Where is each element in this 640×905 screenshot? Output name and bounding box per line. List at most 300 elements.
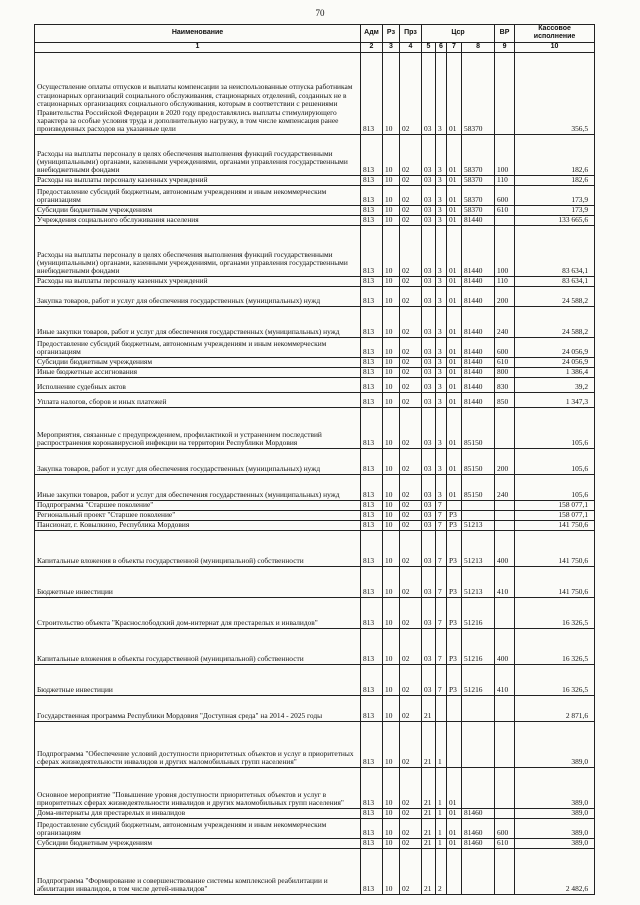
cell-csr-direction: 81440 [462,276,495,286]
cell-csr-subprogram: 7 [436,566,447,597]
cell-prz: 02 [400,474,422,500]
header-prz: Прз [400,25,422,43]
cell-csr-direction: 81440 [462,337,495,357]
cell-adm: 813 [361,276,383,286]
cell-name: Расходы на выплаты персоналу в целях обеспечения выполнения функций государственными (муниципальными) органами, казенными учреждениями, органами управления государственными внебюджетными фондами [35,134,361,175]
cell-csr-subprogram: 3 [436,392,447,407]
cell-csr-event: 01 [447,448,462,474]
table-row [35,500,595,510]
cell-rz: 10 [383,838,400,848]
cell-name: Мероприятия, связанные с предупреждением, профилактикой и устранением последствий распространения коронавирусной инфекции на территории Республики Мордовия [35,407,361,448]
cell-adm: 813 [361,185,383,205]
cell-prz: 02 [400,175,422,185]
cell-amount: 182,6 [515,175,595,185]
cell-csr-subprogram: 1 [436,838,447,848]
table-row [35,838,595,848]
cell-csr-direction: 51216 [462,628,495,664]
cell-prz: 02 [400,695,422,721]
cell-csr-event: 01 [447,185,462,205]
table-row [35,306,595,337]
cell-amount: 141 750,6 [515,530,595,566]
cell-adm: 813 [361,392,383,407]
cell-csr-event [447,848,462,894]
cell-vr: 100 [495,225,515,276]
cell-rz: 10 [383,721,400,767]
cell-csr-program: 03 [422,510,436,520]
cell-csr-direction: 81440 [462,306,495,337]
cell-amount: 173,9 [515,205,595,215]
cell-adm: 813 [361,695,383,721]
cell-csr-event: P3 [447,510,462,520]
table-row [35,818,595,838]
cell-csr-program: 03 [422,134,436,175]
cell-csr-program: 03 [422,367,436,377]
cell-vr: 830 [495,377,515,392]
cell-amount: 105,6 [515,407,595,448]
cell-rz: 10 [383,695,400,721]
col-num: 3 [383,42,400,52]
cell-csr-program: 03 [422,286,436,306]
cell-adm: 813 [361,134,383,175]
cell-rz: 10 [383,52,400,134]
cell-name: Дома-интернаты для престарелых и инвалидов [35,808,361,818]
cell-rz: 10 [383,134,400,175]
cell-csr-program: 21 [422,848,436,894]
cell-csr-program: 03 [422,377,436,392]
cell-adm: 813 [361,500,383,510]
cell-name: Капитальные вложения в объекты государственной (муниципальной) собственности [35,530,361,566]
cell-name: Региональный проект "Старшее поколение" [35,510,361,520]
cell-csr-direction: 51216 [462,597,495,628]
cell-prz: 02 [400,721,422,767]
cell-csr-subprogram: 2 [436,848,447,894]
cell-amount: 389,0 [515,808,595,818]
cell-csr-event: 01 [447,276,462,286]
cell-csr-subprogram: 1 [436,721,447,767]
cell-csr-direction: 85150 [462,448,495,474]
cell-csr-event: P3 [447,628,462,664]
cell-csr-direction: 81440 [462,215,495,225]
cell-rz: 10 [383,337,400,357]
cell-rz: 10 [383,225,400,276]
cell-csr-subprogram: 7 [436,628,447,664]
cell-vr [495,597,515,628]
cell-adm: 813 [361,808,383,818]
cell-rz: 10 [383,215,400,225]
cell-vr: 600 [495,185,515,205]
cell-rz: 10 [383,848,400,894]
cell-prz: 02 [400,225,422,276]
cell-csr-subprogram: 7 [436,530,447,566]
cell-csr-subprogram: 3 [436,134,447,175]
cell-name: Иные закупки товаров, работ и услуг для обеспечения государственных (муниципальных) нужд [35,306,361,337]
cell-csr-direction: 58370 [462,52,495,134]
cell-name: Иные бюджетные ассигнования [35,367,361,377]
cell-name: Иные закупки товаров, работ и услуг для обеспечения государственных (муниципальных) нужд [35,474,361,500]
cell-prz: 02 [400,520,422,530]
cell-rz: 10 [383,808,400,818]
cell-vr: 400 [495,628,515,664]
cell-csr-event: 01 [447,407,462,448]
cell-csr-subprogram: 3 [436,357,447,367]
cell-csr-direction: 51213 [462,530,495,566]
cell-rz: 10 [383,175,400,185]
cell-name: Строительство объекта "Краснослободский дом-интернат для престарелых и инвалидов" [35,597,361,628]
cell-vr: 200 [495,448,515,474]
cell-csr-program: 03 [422,392,436,407]
cell-vr [495,695,515,721]
cell-adm: 813 [361,597,383,628]
cell-adm: 813 [361,225,383,276]
cell-csr-event [447,500,462,510]
cell-rz: 10 [383,597,400,628]
table-row [35,357,595,367]
cell-name: Субсидии бюджетным учреждениям [35,838,361,848]
cell-amount: 182,6 [515,134,595,175]
table-row [35,185,595,205]
cell-adm: 813 [361,286,383,306]
cell-prz: 02 [400,510,422,520]
cell-csr-event: P3 [447,530,462,566]
cell-adm: 813 [361,215,383,225]
cell-rz: 10 [383,566,400,597]
table-row [35,407,595,448]
cell-csr-event: 01 [447,474,462,500]
cell-csr-subprogram: 3 [436,185,447,205]
cell-name: Закупка товаров, работ и услуг для обеспечения государственных (муниципальных) нужд [35,286,361,306]
cell-prz: 02 [400,286,422,306]
cell-csr-program: 03 [422,306,436,337]
cell-vr: 240 [495,306,515,337]
cell-adm: 813 [361,818,383,838]
cell-vr [495,510,515,520]
cell-csr-direction: 81440 [462,377,495,392]
cell-name: Капитальные вложения в объекты государственной (муниципальной) собственности [35,628,361,664]
cell-name: Пансионат, г. Ковылкино, Республика Мордовия [35,520,361,530]
table-row [35,175,595,185]
page-number: 70 [315,8,325,18]
cell-adm: 813 [361,367,383,377]
cell-adm: 813 [361,377,383,392]
cell-rz: 10 [383,407,400,448]
cell-adm: 813 [361,337,383,357]
cell-prz: 02 [400,597,422,628]
cell-name: Основное мероприятие "Повышение уровня доступности приоритетных объектов и услуг в приоритетных сферах жизнедеятельности инвалидов и других маломобильных групп населения" [35,767,361,808]
cell-adm: 813 [361,407,383,448]
cell-csr-direction: 58370 [462,185,495,205]
cell-vr [495,520,515,530]
table-row [35,225,595,276]
cell-name: Предоставление субсидий бюджетным, автономным учреждениям и иным некоммерческим организациям [35,185,361,205]
header-vr: ВР [495,25,515,43]
table-row [35,215,595,225]
cell-csr-event: 01 [447,286,462,306]
cell-csr-event: P3 [447,520,462,530]
cell-csr-direction: 81440 [462,225,495,276]
cell-vr [495,500,515,510]
cell-csr-program: 21 [422,808,436,818]
table-row [35,628,595,664]
cell-csr-direction: 58370 [462,205,495,215]
cell-prz: 02 [400,818,422,838]
cell-adm: 813 [361,848,383,894]
cell-csr-direction: 58370 [462,134,495,175]
cell-csr-program: 03 [422,500,436,510]
cell-name: Расходы на выплаты персоналу в целях обеспечения выполнения функций государственными (муниципальными) органами, казенными учреждениями, органами управления государственными внебюджетными фондами [35,225,361,276]
col-num: 8 [462,42,495,52]
cell-csr-event: 01 [447,306,462,337]
cell-name: Бюджетные инвестиции [35,664,361,695]
cell-name: Расходы на выплаты персоналу казенных учреждений [35,276,361,286]
cell-prz: 02 [400,628,422,664]
cell-csr-direction: 58370 [462,175,495,185]
cell-csr-program: 03 [422,225,436,276]
cell-prz: 02 [400,566,422,597]
cell-rz: 10 [383,500,400,510]
cell-prz: 02 [400,337,422,357]
cell-csr-program: 03 [422,357,436,367]
cell-csr-direction: 81440 [462,392,495,407]
cell-csr-event: 01 [447,392,462,407]
cell-amount: 24 588,2 [515,306,595,337]
cell-csr-subprogram: 3 [436,407,447,448]
cell-prz: 02 [400,407,422,448]
cell-csr-subprogram [436,695,447,721]
cell-adm: 813 [361,628,383,664]
cell-csr-subprogram: 3 [436,205,447,215]
cell-vr [495,808,515,818]
cell-csr-event: 01 [447,134,462,175]
cell-amount: 1 347,3 [515,392,595,407]
table-row [35,808,595,818]
cell-csr-subprogram: 3 [436,276,447,286]
cell-rz: 10 [383,818,400,838]
header-adm: Адм [361,25,383,43]
cell-rz: 10 [383,392,400,407]
cell-rz: 10 [383,367,400,377]
cell-adm: 813 [361,175,383,185]
cell-csr-program: 21 [422,838,436,848]
col-num: 7 [447,42,462,52]
cell-rz: 10 [383,520,400,530]
cell-csr-program: 03 [422,185,436,205]
cell-csr-program: 03 [422,474,436,500]
cell-csr-event: 01 [447,225,462,276]
cell-csr-direction: 81440 [462,367,495,377]
cell-csr-event [447,721,462,767]
cell-csr-direction: 81440 [462,286,495,306]
budget-table [34,24,595,895]
cell-csr-event: 01 [447,337,462,357]
table-row [35,566,595,597]
cell-rz: 10 [383,357,400,367]
cell-prz: 02 [400,500,422,510]
cell-csr-program: 03 [422,276,436,286]
cell-rz: 10 [383,205,400,215]
cell-rz: 10 [383,628,400,664]
cell-rz: 10 [383,306,400,337]
cell-vr: 410 [495,566,515,597]
cell-prz: 02 [400,367,422,377]
cell-vr [495,407,515,448]
cell-vr: 610 [495,205,515,215]
cell-csr-event: 01 [447,357,462,367]
cell-name: Расходы на выплаты персоналу казенных учреждений [35,175,361,185]
cell-name: Государственная программа Республики Мордовия "Доступная среда" на 2014 - 2025 годы [35,695,361,721]
col-num: 1 [35,42,361,52]
cell-csr-program: 03 [422,215,436,225]
cell-csr-event: 01 [447,808,462,818]
cell-amount: 356,5 [515,52,595,134]
cell-prz: 02 [400,52,422,134]
cell-csr-subprogram: 7 [436,500,447,510]
cell-csr-direction: 81440 [462,357,495,367]
cell-csr-program: 21 [422,767,436,808]
cell-csr-program: 03 [422,337,436,357]
cell-csr-program: 03 [422,530,436,566]
cell-prz: 02 [400,306,422,337]
cell-vr: 850 [495,392,515,407]
cell-csr-program: 03 [422,205,436,215]
cell-csr-direction: 81460 [462,808,495,818]
cell-amount: 83 634,1 [515,276,595,286]
cell-amount: 173,9 [515,185,595,205]
cell-adm: 813 [361,838,383,848]
cell-amount: 24 056,9 [515,357,595,367]
cell-rz: 10 [383,510,400,520]
cell-rz: 10 [383,664,400,695]
table-row [35,392,595,407]
cell-name: Уплата налогов, сборов и иных платежей [35,392,361,407]
table-row [35,286,595,306]
cell-amount: 83 634,1 [515,225,595,276]
cell-vr: 240 [495,474,515,500]
table-row [35,695,595,721]
cell-csr-subprogram: 3 [436,225,447,276]
cell-adm: 813 [361,767,383,808]
cell-vr: 100 [495,134,515,175]
cell-csr-direction: 51213 [462,520,495,530]
header-name: Наименование [35,25,361,43]
column-number-row [35,42,595,52]
cell-adm: 813 [361,52,383,134]
cell-csr-event: 01 [447,52,462,134]
cell-amount: 105,6 [515,448,595,474]
col-num: 6 [436,42,447,52]
cell-adm: 813 [361,664,383,695]
cell-prz: 02 [400,134,422,175]
table-row [35,721,595,767]
table-row [35,377,595,392]
cell-vr [495,848,515,894]
cell-csr-subprogram: 3 [436,448,447,474]
cell-amount: 1 386,4 [515,367,595,377]
cell-csr-event: 01 [447,175,462,185]
cell-rz: 10 [383,530,400,566]
cell-csr-subprogram: 3 [436,175,447,185]
table-row [35,205,595,215]
cell-csr-direction [462,767,495,808]
cell-name: Субсидии бюджетным учреждениям [35,205,361,215]
cell-prz: 02 [400,848,422,894]
cell-vr: 110 [495,276,515,286]
cell-csr-direction [462,500,495,510]
cell-prz: 02 [400,185,422,205]
table-row [35,134,595,175]
cell-amount: 16 326,5 [515,597,595,628]
col-num: 4 [400,42,422,52]
cell-csr-subprogram: 1 [436,818,447,838]
cell-amount: 39,2 [515,377,595,392]
cell-vr: 800 [495,367,515,377]
cell-csr-program: 21 [422,721,436,767]
cell-prz: 02 [400,357,422,367]
table-row [35,52,595,134]
cell-adm: 813 [361,306,383,337]
cell-csr-subprogram: 3 [436,377,447,392]
cell-adm: 813 [361,520,383,530]
table-row [35,848,595,894]
cell-csr-program: 03 [422,664,436,695]
cell-csr-event: 01 [447,377,462,392]
cell-csr-subprogram: 7 [436,510,447,520]
cell-amount: 389,0 [515,767,595,808]
cell-amount: 141 750,6 [515,566,595,597]
cell-prz: 02 [400,530,422,566]
cell-vr: 600 [495,337,515,357]
cell-csr-program: 03 [422,566,436,597]
cell-vr: 410 [495,664,515,695]
cell-rz: 10 [383,474,400,500]
cell-csr-event: 01 [447,767,462,808]
cell-csr-program: 21 [422,818,436,838]
col-num: 5 [422,42,436,52]
cell-csr-event: P3 [447,566,462,597]
cell-csr-event [447,695,462,721]
cell-csr-subprogram: 3 [436,52,447,134]
cell-adm: 813 [361,510,383,520]
cell-name: Предоставление субсидий бюджетным, автономным учреждениям и иным некоммерческим организациям [35,337,361,357]
cell-amount: 24 588,2 [515,286,595,306]
table-row [35,367,595,377]
cell-csr-direction [462,510,495,520]
table-row [35,664,595,695]
cell-csr-program: 03 [422,175,436,185]
col-num: 9 [495,42,515,52]
cell-name: Предоставление субсидий бюджетным, автономным учреждениям и иным некоммерческим организациям [35,818,361,838]
cell-amount: 105,6 [515,474,595,500]
cell-csr-direction [462,848,495,894]
cell-csr-direction: 81460 [462,818,495,838]
cell-csr-program: 03 [422,597,436,628]
cell-csr-subprogram: 1 [436,767,447,808]
table-row [35,530,595,566]
cell-adm: 813 [361,357,383,367]
cell-amount: 158 077,1 [515,510,595,520]
cell-vr [495,52,515,134]
cell-csr-event: 01 [447,367,462,377]
cell-vr: 610 [495,357,515,367]
cell-name: Исполнение судебных актов [35,377,361,392]
header-csr: Цср [422,25,495,43]
table-body [35,52,595,894]
cell-vr: 610 [495,838,515,848]
cell-csr-program: 03 [422,407,436,448]
cell-rz: 10 [383,377,400,392]
cell-prz: 02 [400,276,422,286]
cell-prz: 02 [400,664,422,695]
cell-csr-subprogram: 3 [436,474,447,500]
